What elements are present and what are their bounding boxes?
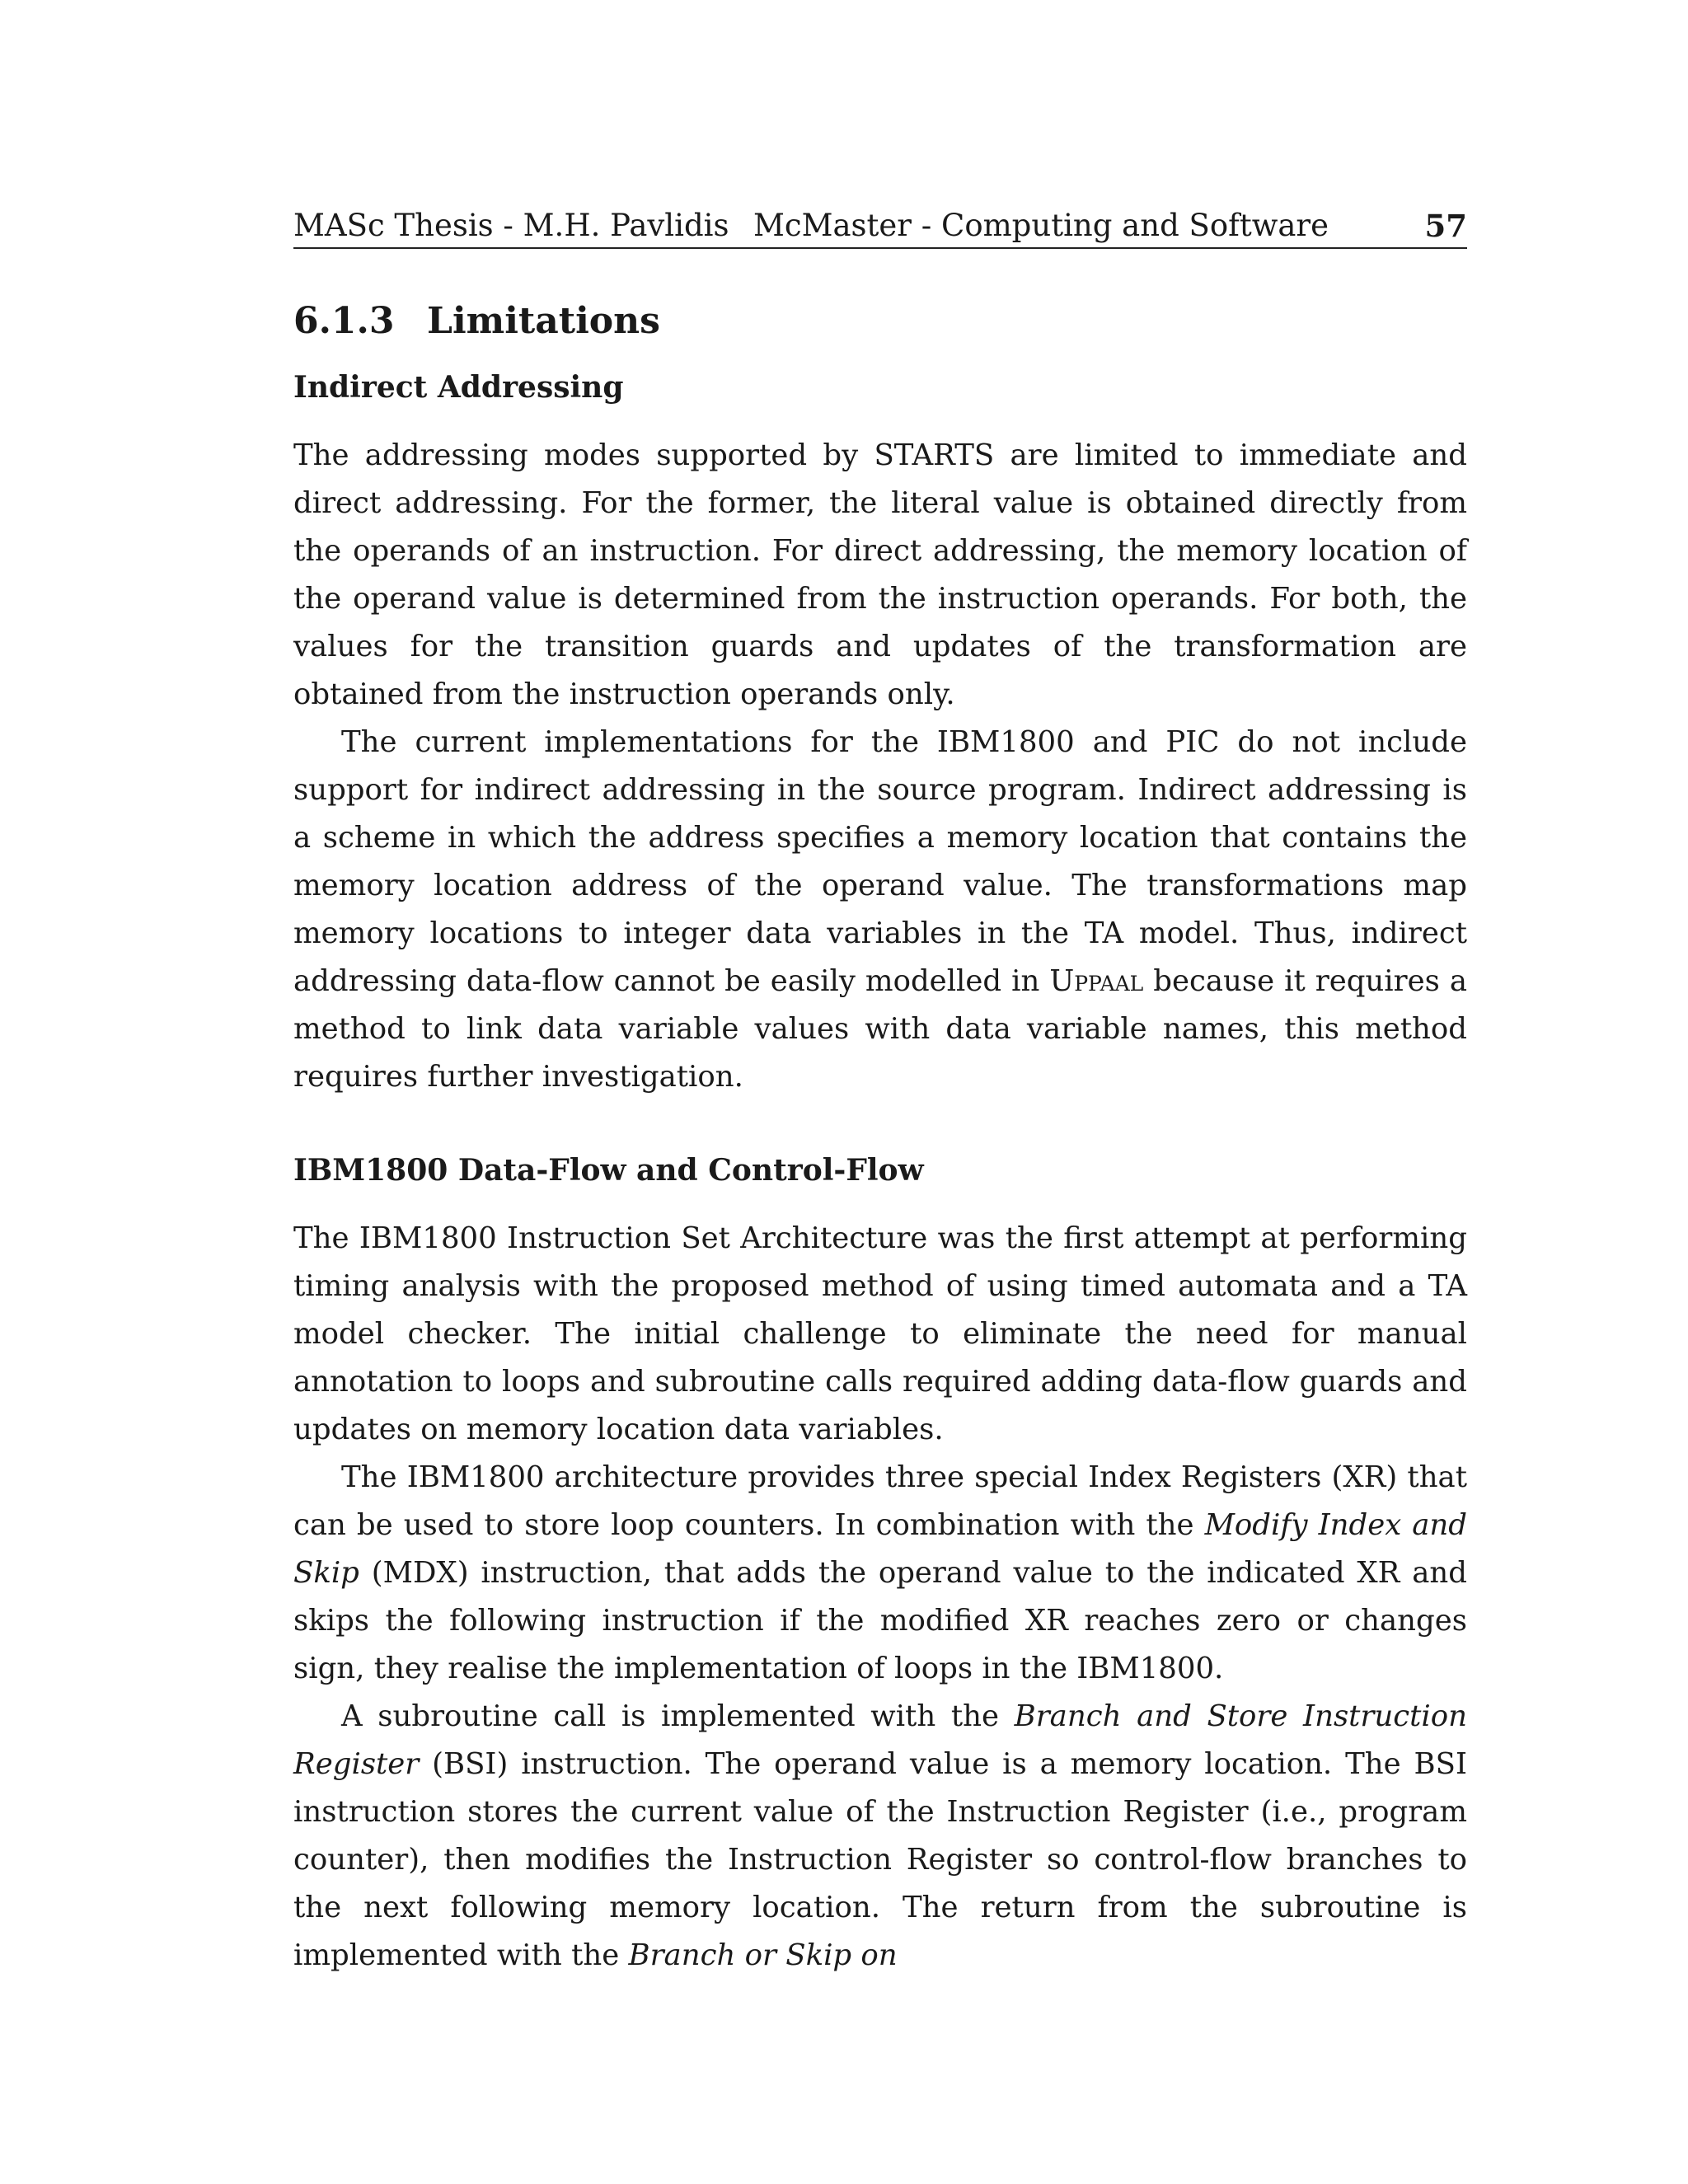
paragraph: [293, 1693, 1467, 1980]
subsection-heading-ibm1800: IBM1800 Data-Flow and Control-Flow: [293, 1153, 924, 1188]
paragraph: [293, 719, 1467, 1101]
instruction-name-bsi: Branch and Store Instruction Register: [293, 1699, 1467, 1781]
running-header: [293, 204, 1467, 249]
instruction-name-bsc: Branch or Skip on: [628, 1938, 898, 1972]
paragraph-text: The IBM1800 architecture provides three special Index Registers (XR) that can be used to store loop counters. In combination with the: [293, 1460, 1467, 1542]
thesis-page: [293, 204, 1467, 1980]
page-number: 57: [1424, 208, 1467, 244]
paragraph-text: A subroutine call is implemented with the: [341, 1699, 1015, 1733]
paragraph: The addressing modes supported by STARTS are limited to immediate and direct addressing. For the former, the literal value is obtained directly from the operands of an instruction. For direct addressing, the memory location of the operand value is determined from the instruction operands. For both, the values for the transition guards and updates of the transformation are obtained from the instruction operands only.: [293, 438, 1467, 711]
section-number: 6.1.3: [293, 300, 395, 342]
header-institution: McMaster - Computing and Software: [753, 208, 1329, 243]
section-title: Limitations: [427, 300, 660, 342]
subsection-heading-indirect-addressing: Indirect Addressing: [293, 370, 624, 405]
paragraph-text: The current implementations for the IBM1800 and PIC do not include support for indirect addressing in the source program. Indirect addressing is a scheme in which the address specifies a memory location that contains the memory location address of the operand value. The transformations map memory locations to integer data variables in the TA model. Thus, indirect addressing data-flow cannot be easily modelled in: [293, 725, 1467, 998]
instruction-name-mdx: Modify Index and Skip: [293, 1508, 1468, 1590]
paragraph-text: (MDX) instruction, that adds the operand value to the indicated XR and skips the following instruction if the modified XR reaches zero or changes sign, they realise the implementation of loops in the IBM1800.: [293, 1556, 1467, 1685]
paragraph: [293, 1454, 1467, 1693]
paragraph-text: (BSI) instruction. The operand value is a memory location. The BSI instruction stores the current value of the Instruction Register (i.e., program counter), then modifies the Instruction Register so control-flow branches to the next following memory location. The return from the subroutine is implemented with the: [293, 1747, 1467, 1972]
header-author: MASc Thesis - M.H. Pavlidis: [293, 208, 729, 243]
tool-name-uppaal: Uppaal: [1049, 964, 1144, 998]
section-heading: [293, 297, 1467, 346]
paragraph: The IBM1800 Instruction Set Architecture was the first attempt at performing timing analysis with the proposed method of using timed automata and a TA model checker. The initial challenge to eliminate the need for manual annotation to loops and subroutine calls required adding data-flow guards and updates on memory location data variables.: [293, 1221, 1467, 1446]
paragraph-text: because it requires a method to link data variable values with data variable names, this method requires further investigation.: [293, 964, 1467, 1094]
